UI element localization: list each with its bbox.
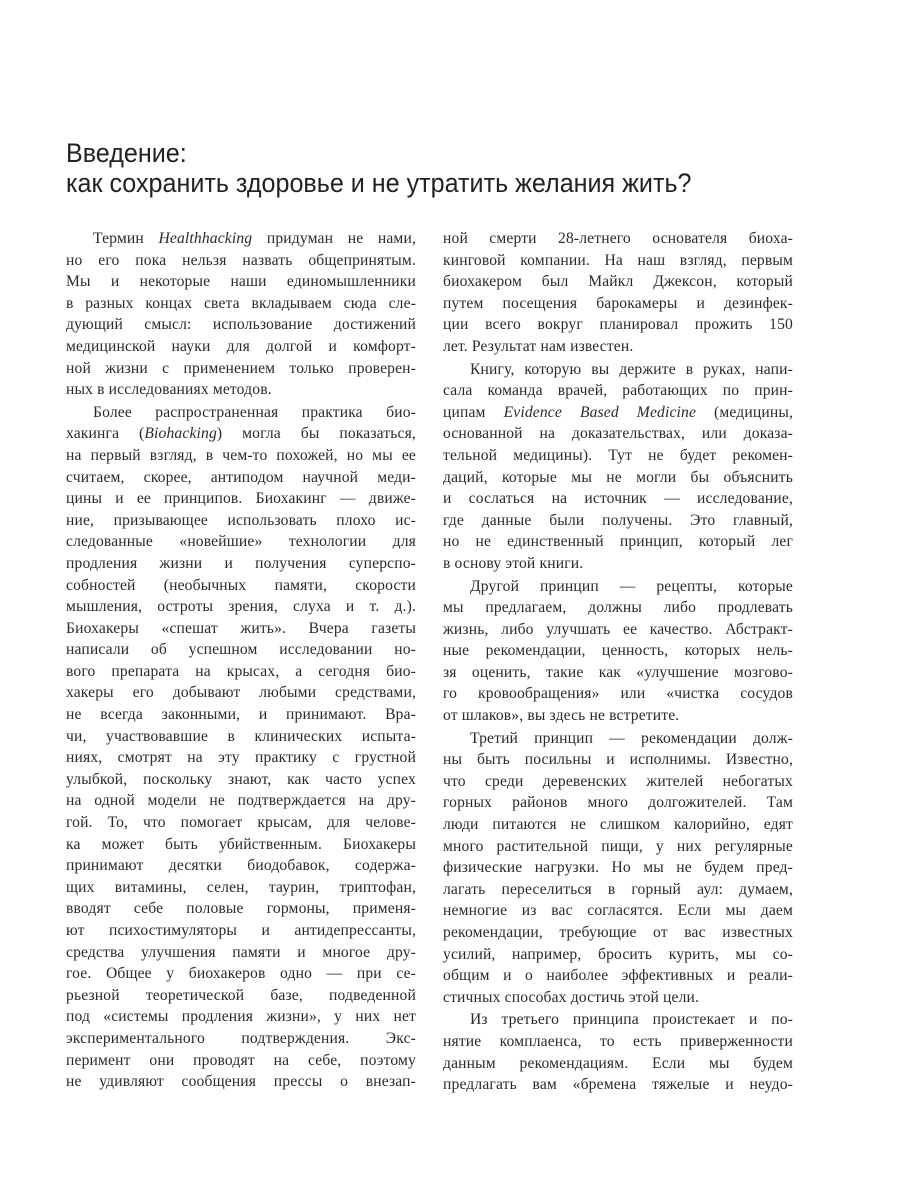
paragraph bbox=[66, 402, 416, 1093]
text-line: и сослаться на источник — исследование, bbox=[443, 490, 793, 508]
text-line: сала команда врачей, работающих по прин- bbox=[443, 382, 793, 400]
chapter-title-line-1: Введение: bbox=[66, 138, 187, 168]
text-line: общим и о наиболее эффективных и реали- bbox=[443, 967, 793, 985]
text-line: не удивляют сообщения прессы о внезап- bbox=[66, 1073, 416, 1091]
text-line: но его пока нельзя назвать общепринятым. bbox=[66, 251, 416, 269]
text-line: ние, призывающее использовать плохо ис- bbox=[66, 511, 416, 529]
text-line: Из третьего принципа проистекает и по- bbox=[470, 1011, 793, 1029]
text-line: немногие из вас согласятся. Если мы даем bbox=[443, 902, 793, 920]
text-line: чи, участвовавшие в клинических испыта- bbox=[66, 727, 416, 745]
text-line: на первый взгляд, в чем-то похожей, но мы ее bbox=[66, 446, 416, 464]
text-line: горных районов много долгожителей. Там bbox=[443, 794, 793, 812]
text-line: не всегда законными, и принимают. Вра- bbox=[66, 706, 416, 724]
text-line: зя оценить, такие как «улучшение мозгово- bbox=[443, 663, 793, 681]
italic-term: Evidence Based Medicine bbox=[503, 403, 697, 421]
text-column-right bbox=[443, 228, 793, 1097]
text-line: но не единственный принцип, который лег bbox=[443, 533, 793, 551]
text-line: экспериментального подтверждения. Экс- bbox=[66, 1029, 416, 1047]
text-line: принимают десятки биодобавок, содержа- bbox=[66, 857, 416, 875]
text-line: стичных способах достичь этой цели. bbox=[443, 988, 700, 1006]
text-line: Более распространенная практика био- bbox=[93, 403, 416, 421]
text-line: нятие комплаенса, то есть приверженности bbox=[443, 1032, 793, 1050]
text-line: на одной модели не подтверждается на дру- bbox=[66, 792, 416, 810]
text-line: рекомендации, требующие от вас известных bbox=[443, 924, 793, 941]
text-line: ной смерти 28-летнего основателя биоха- bbox=[443, 230, 793, 247]
text-line bbox=[66, 228, 416, 250]
text-line: ные рекомендации, ценность, которых нель- bbox=[443, 642, 793, 660]
paragraph bbox=[443, 1009, 793, 1095]
text-line: путем посещения барокамеры и дезинфек- bbox=[443, 294, 793, 312]
text-line: гой. То, что помогает крысам, для челове- bbox=[66, 814, 416, 832]
text-segment: придуман не нами, bbox=[252, 230, 416, 247]
text-line: вого препарата на крысах, а сегодня био- bbox=[66, 662, 416, 680]
text-line: улыбкой, поскольку знают, как часто успех bbox=[66, 770, 416, 788]
text-line: предлагать вам «бремена тяжелые и неудо- bbox=[443, 1076, 793, 1094]
text-segment: ципам bbox=[443, 403, 504, 421]
text-line: Другой принцип — рецепты, которые bbox=[470, 577, 793, 595]
text-line bbox=[66, 423, 416, 445]
text-line: ции всего вокруг планировал прожить 150 bbox=[443, 316, 793, 334]
text-line: следованные «новейшие» технологии для bbox=[66, 533, 416, 551]
text-line: данным рекомендациям. Если мы будем bbox=[443, 1054, 793, 1072]
paragraph bbox=[66, 228, 416, 401]
text-line: усилий, например, бросить курить, мы со- bbox=[443, 945, 793, 963]
text-line: продления жизни и получения суперспо- bbox=[66, 554, 416, 572]
paragraph bbox=[443, 228, 793, 358]
text-line: в основу этой книги. bbox=[443, 554, 584, 572]
text-line bbox=[443, 402, 793, 424]
text-line: ны быть посильны и исполнимы. Известно, bbox=[443, 751, 793, 769]
chapter-title bbox=[66, 138, 692, 198]
text-line: ных в исследованиях методов. bbox=[66, 381, 272, 399]
text-line: кинговой компании. На наш взгляд, первым bbox=[443, 251, 793, 269]
text-line: под «системы продления жизни», у них нет bbox=[66, 1008, 416, 1026]
text-segment: ) могла бы показаться, bbox=[216, 425, 416, 443]
text-line: цины и ее принципов. Биохакинг — движе- bbox=[66, 490, 416, 508]
text-column-left bbox=[66, 228, 416, 1094]
text-line: Третий принцип — рекомендации долж- bbox=[470, 729, 793, 747]
text-line: хакеры его добывают любыми средствами, bbox=[66, 684, 416, 702]
text-line: лет. Результат нам известен. bbox=[443, 337, 634, 355]
text-line: от шлаков», вы здесь не встретите. bbox=[443, 707, 680, 725]
text-line: физические нагрузки. Но мы не будем пред- bbox=[443, 859, 793, 877]
paragraph bbox=[443, 576, 793, 727]
italic-term: Healthhacking bbox=[158, 230, 253, 247]
text-line: щих витамины, селен, таурин, триптофан, bbox=[66, 878, 416, 896]
paragraph bbox=[443, 359, 793, 575]
text-line: гое. Общее у биохакеров одно — при се- bbox=[66, 965, 416, 983]
text-line: собностей (необычных памяти, скорости bbox=[66, 576, 416, 594]
text-line: медицинской науки для долгой и комфорт- bbox=[66, 337, 416, 355]
text-line: дующий смысл: использование достижений bbox=[66, 316, 416, 334]
text-line: мышления, остроты зрения, слуха и т. д.). bbox=[66, 598, 416, 616]
text-line: жизнь, либо улучшать ее качество. Абстракт- bbox=[443, 620, 793, 638]
text-line: ниях, смотрят на эту практику с грустной bbox=[66, 749, 416, 767]
text-line: ют психостимуляторы и антидепрессанты, bbox=[66, 922, 416, 939]
text-line: много растительной пищи, у них регулярные bbox=[443, 837, 793, 855]
italic-term: Biohacking bbox=[144, 425, 217, 443]
text-line: мы предлагаем, должны либо продлевать bbox=[443, 599, 793, 617]
text-line: считаем, скорее, антиподом научной меди- bbox=[66, 468, 416, 486]
chapter-title-line-2: как сохранить здоровье и не утратить желания жить? bbox=[66, 168, 692, 198]
text-line: ка может быть убийственным. Биохакеры bbox=[66, 835, 416, 853]
text-line: люди питаются не слишком калорийно, едят bbox=[443, 816, 793, 834]
text-line: го кровообращения» или «чистка сосудов bbox=[443, 685, 793, 703]
text-line: даций, которые мы не могли бы объяснить bbox=[443, 468, 793, 486]
text-segment: хакинга ( bbox=[66, 425, 145, 443]
text-line: лагать переселиться в горный аул: думаем, bbox=[443, 880, 793, 898]
text-line: перимент они проводят на себе, поэтому bbox=[66, 1051, 416, 1069]
text-line: рьезной теоретической базе, подведенной bbox=[66, 986, 416, 1004]
text-line: биохакером был Майкл Джексон, который bbox=[443, 273, 793, 291]
text-line: где данные были получены. Это главный, bbox=[443, 511, 793, 529]
text-line: средства улучшения памяти и многое дру- bbox=[66, 943, 416, 961]
text-line: тельной медицины). Тут не будет рекомен- bbox=[443, 446, 793, 464]
text-line: Биохакеры «спешат жить». Вчера газеты bbox=[66, 619, 416, 637]
text-segment: (медицины, bbox=[696, 403, 794, 421]
text-segment: Термин bbox=[93, 230, 159, 247]
text-line: что среди деревенских жителей небогатых bbox=[443, 772, 793, 790]
text-line: Книгу, которую вы держите в руках, напи- bbox=[470, 360, 793, 378]
text-line: написали об успешном исследовании но- bbox=[66, 641, 416, 659]
paragraph bbox=[443, 728, 793, 1009]
text-line: вводят себе половые гормоны, применя- bbox=[66, 900, 416, 918]
text-line: Мы и некоторые наши единомышленники bbox=[66, 273, 416, 291]
text-line: ной жизни с применением только проверен- bbox=[66, 359, 416, 377]
text-line: в разных концах света вкладываем сюда сле- bbox=[66, 294, 416, 312]
text-line: основанной на доказательствах, или доказа- bbox=[443, 425, 793, 443]
